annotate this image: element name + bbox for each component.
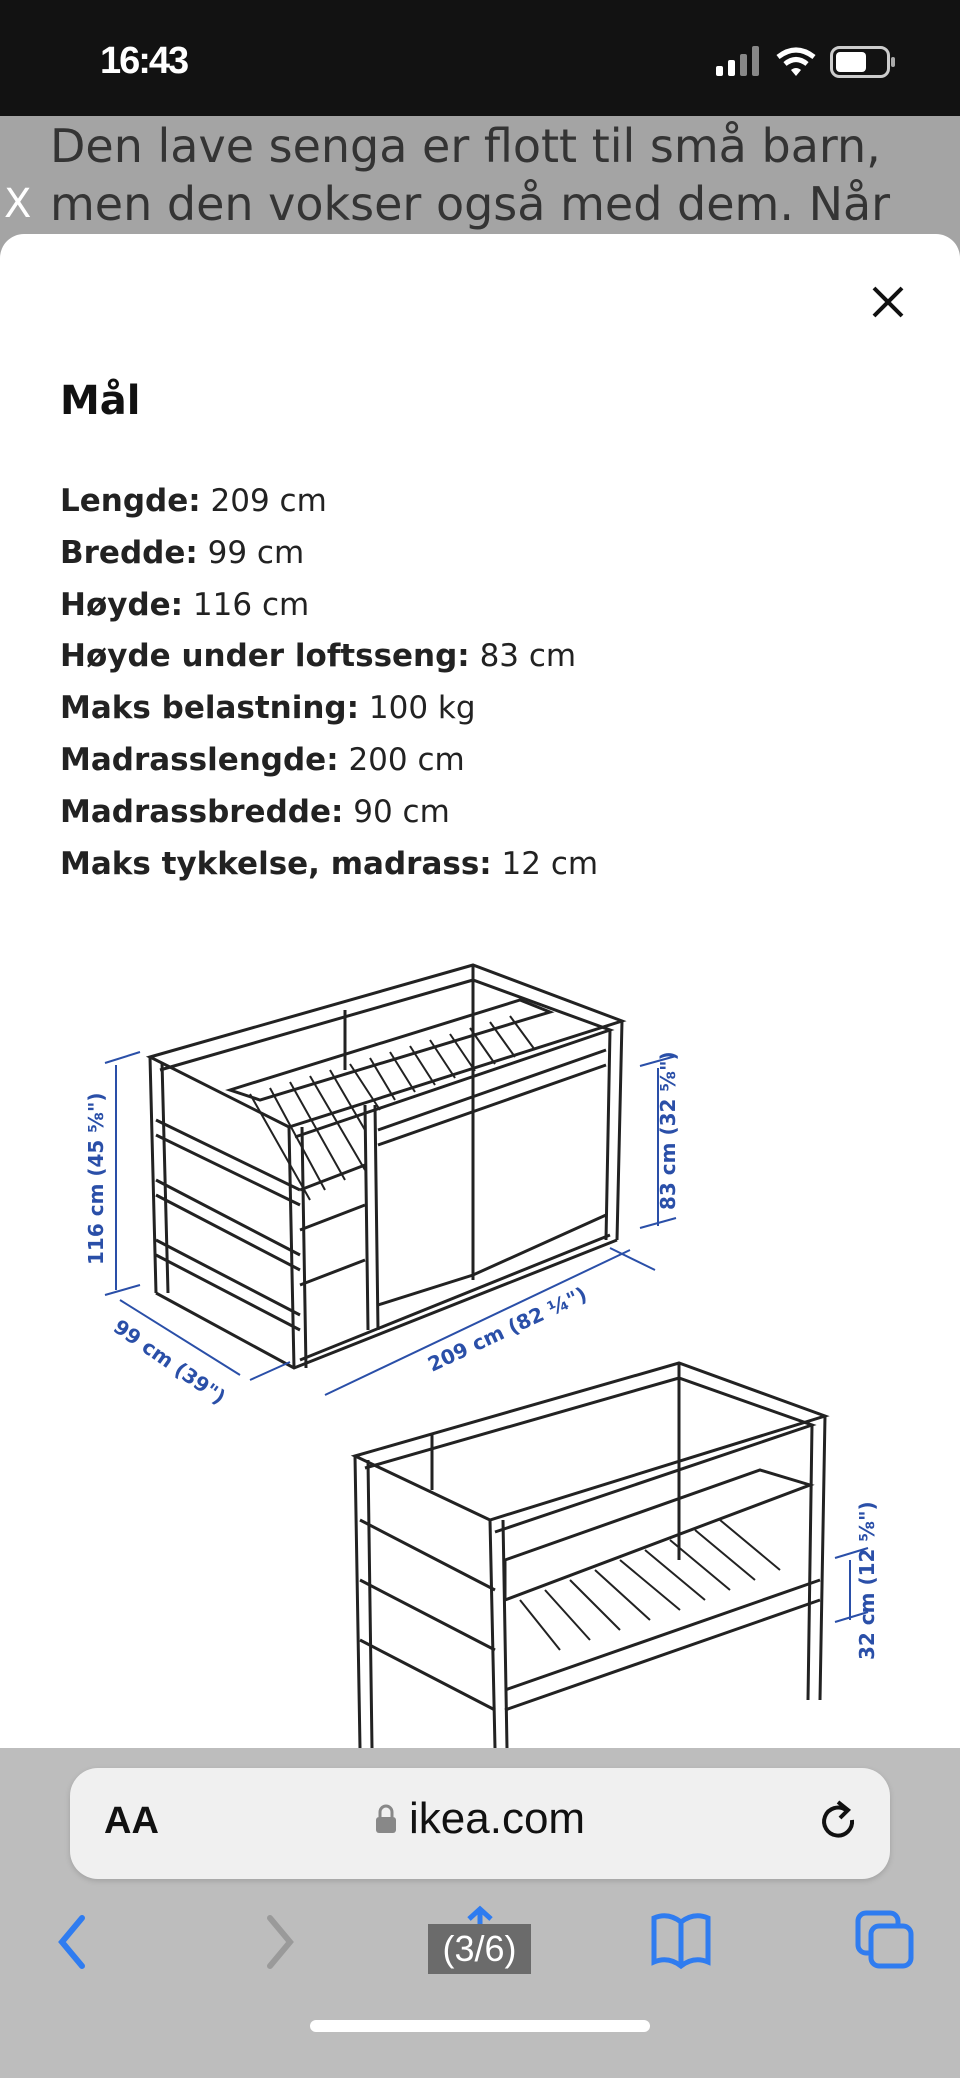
close-icon[interactable] (868, 282, 908, 322)
spec-label: Bredde: (60, 534, 198, 571)
spec-label: Maks belastning: (60, 690, 360, 727)
url-text[interactable]: ikea.com (409, 1794, 586, 1843)
spec-mattress-length (60, 735, 598, 787)
length-dimension-label: 209 cm (82 ¼") (423, 1281, 591, 1377)
spec-mattress-width (60, 787, 598, 839)
bed-dimension-diagram (0, 900, 960, 1748)
background-text-line1: Den lave senga er flott til små barn, (50, 119, 881, 173)
spec-mattress-thickness (60, 839, 598, 891)
sheet-title: Mål (60, 378, 141, 424)
spec-value: 12 cm (501, 845, 599, 882)
back-icon[interactable] (52, 1910, 92, 1970)
battery-icon (830, 46, 896, 78)
spec-label: Høyde: (60, 586, 184, 623)
spec-value: 99 cm (207, 534, 305, 571)
spec-height (60, 580, 598, 632)
cellular-signal-icon (716, 46, 762, 78)
status-time: 16:43 (100, 40, 188, 82)
low-bed-drawing (355, 1363, 825, 1748)
lock-icon (375, 1804, 397, 1834)
overlay-close-button[interactable]: X (4, 181, 32, 227)
spec-label: Høyde under loftsseng: (60, 638, 470, 675)
tabs-icon[interactable] (855, 1910, 915, 1970)
spec-value: 90 cm (353, 793, 450, 830)
low-bed-height-label: 32 cm (12 ⅝") (855, 1501, 879, 1660)
width-dimension-label: 99 cm (39") (109, 1314, 231, 1410)
address-bar[interactable] (70, 1768, 890, 1879)
spec-value: 83 cm (479, 638, 577, 675)
spec-label: Maks tykkelse, madrass: (60, 845, 492, 882)
status-bar (0, 0, 960, 116)
home-indicator[interactable] (310, 2020, 650, 2032)
spec-label: Lengde: (60, 483, 201, 519)
forward-icon[interactable] (260, 1910, 300, 1970)
wifi-icon (776, 47, 816, 77)
background-text-line2: men den vokser også med dem. Når (50, 177, 891, 231)
image-counter: (3/6) (428, 1924, 531, 1974)
spec-label: Madrasslengde: (60, 741, 339, 778)
spec-value: 200 cm (348, 741, 465, 778)
spec-length (60, 476, 598, 528)
spec-label: Madrassbredde: (60, 793, 344, 830)
spec-height-under-loft (60, 631, 598, 683)
height-dimension-label: 116 cm (45 ⅝") (84, 1092, 108, 1265)
spec-value: 116 cm (192, 586, 310, 623)
spec-value: 209 cm (210, 483, 327, 519)
spec-value: 100 kg (368, 690, 476, 727)
spec-max-load (60, 683, 598, 735)
spec-width (60, 528, 598, 580)
text-size-button[interactable]: AA (104, 1800, 159, 1842)
spec-list (60, 476, 598, 890)
under-height-dimension-label: 83 cm (32 ⅝") (656, 1051, 680, 1210)
bookmarks-icon[interactable] (650, 1910, 712, 1970)
reload-icon[interactable] (820, 1798, 860, 1846)
